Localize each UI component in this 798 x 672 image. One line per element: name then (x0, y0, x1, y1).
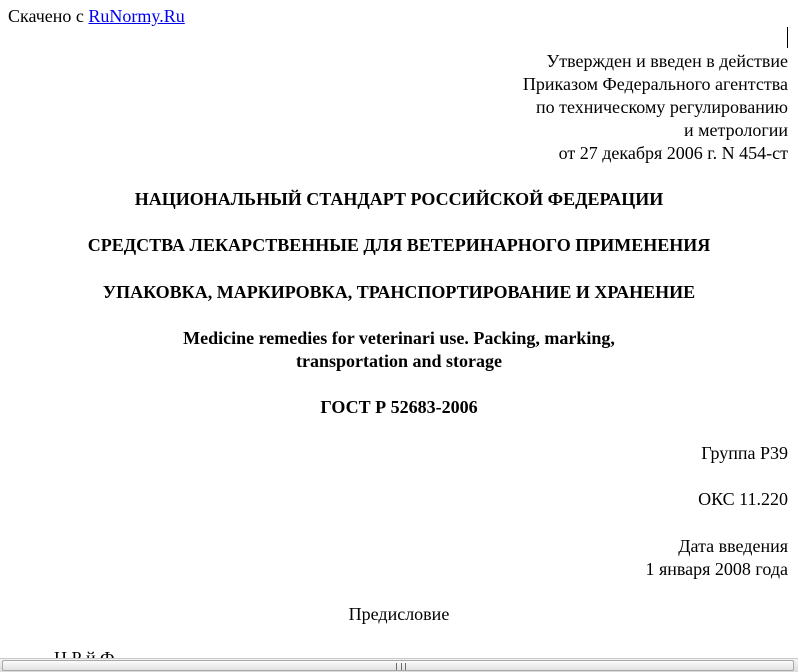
group-label: Группа Р39 (701, 443, 788, 463)
approval-line: Приказом Федерального агентства (522, 74, 788, 94)
source-prefix: Скачено с (8, 6, 89, 26)
standard-header: НАЦИОНАЛЬНЫЙ СТАНДАРТ РОССИЙСКОЙ ФЕДЕРАЦИИ (134, 189, 664, 209)
title-en-line-1: Medicine remedies for veterinari use. Packing, marking, (183, 328, 615, 348)
scrollbar-thumb[interactable] (2, 660, 794, 671)
approval-line: по техническому регулированию (535, 97, 788, 117)
source-line (8, 5, 185, 27)
oks-label: ОКС 11.220 (698, 489, 788, 509)
horizontal-scrollbar[interactable] (0, 658, 798, 672)
date-label: Дата введения (678, 536, 788, 556)
title-ru-line-1: СРЕДСТВА ЛЕКАРСТВЕННЫЕ ДЛЯ ВЕТЕРИНАРНОГО ПРИМЕНЕНИЯ (87, 235, 711, 255)
date-value: 1 января 2008 года (645, 559, 788, 579)
source-link[interactable]: RuNormy.Ru (88, 6, 185, 26)
title-ru-line-2: УПАКОВКА, МАРКИРОВКА, ТРАНСПОРТИРОВАНИЕ И ХРАНЕНИЕ (102, 282, 696, 302)
text-cursor (787, 27, 788, 48)
approval-line: от 27 декабря 2006 г. N 454-ст (558, 143, 788, 163)
grip-icon (396, 663, 406, 670)
approval-block (523, 50, 788, 165)
standard-code: ГОСТ Р 52683-2006 (320, 397, 478, 417)
foreword-heading: Предисловие (348, 604, 450, 624)
title-en-line-2: transportation and storage (296, 351, 502, 371)
approval-line: и метрологии (684, 120, 788, 140)
approval-line: Утвержден и введен в действие (546, 51, 788, 71)
